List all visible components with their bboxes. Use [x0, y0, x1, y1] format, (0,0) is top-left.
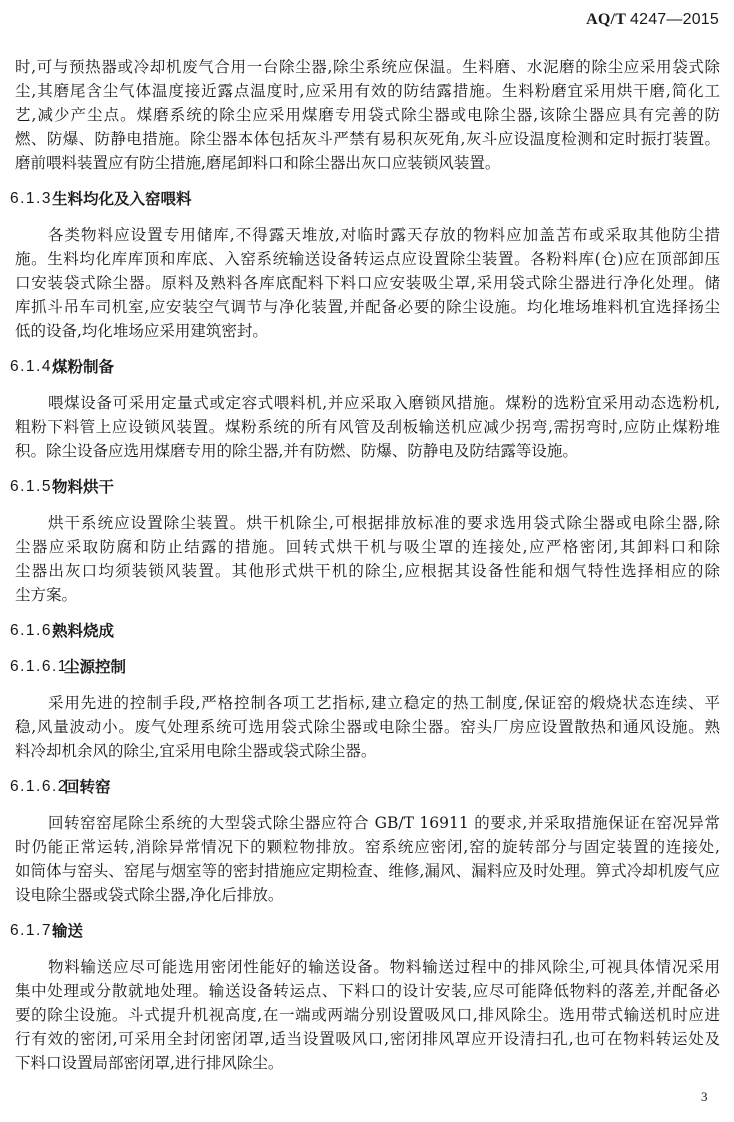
- paragraph-line: 如筒体与窑头、窑尾与烟室等的密封措施应定期检查、维修,漏风、漏料应及时处理。箅式冷却机废气应: [15, 862, 720, 880]
- paragraph: [15, 511, 720, 607]
- paragraph-line: 尘方案。: [15, 586, 78, 604]
- standard-prefix: AQ/T: [586, 11, 626, 28]
- paragraph-line: 施。生料均化库库顶和库底、入窑系统输送设备转运点应设置除尘装置。各粉料库(仓)应在顶部卸压: [15, 250, 720, 268]
- paragraph-line: 设电除尘器或袋式除尘器,净化后排放。: [15, 886, 284, 904]
- paragraph-line: 燃、防爆、防静电措施。除尘器本体包括灰斗严禁有易积灰死角,灰斗应设温度检测和定时振打装置。: [15, 130, 720, 148]
- paragraph-line: 集中处理或分散就地处理。输送设备转运点、下料口的设计安装,应尽可能降低物料的落差,并配备必: [15, 982, 720, 1000]
- section-number: 6.1.6.1: [10, 658, 68, 675]
- paragraph: [15, 691, 720, 763]
- section-number: 6.1.3: [10, 190, 52, 207]
- paragraph-line: 稳,风量波动小。废气处理系统可选用袋式除尘器或电除尘器。窑头厂房应设置散热和通风设施。熟: [15, 718, 720, 736]
- paragraph-line: 库抓斗吊车司机室,应安装空气调节与净化装置,并配备必要的除尘设施。均化堆场堆料机宜选择扬尘: [15, 298, 720, 316]
- paragraph: [15, 223, 720, 343]
- section-number: 6.1.5: [10, 478, 52, 495]
- section-title: 尘源控制: [64, 658, 127, 676]
- paragraph-line: 口安装袋式除尘器。原料及熟料各库底配料下料口应安装吸尘罩,采用袋式除尘器进行净化处理。储: [15, 274, 720, 292]
- section-number: 6.1.7: [10, 922, 52, 939]
- paragraph-line: 下料口设置局部密闭罩,进行排风除尘。: [15, 1054, 284, 1072]
- paragraph-line: 时,可与预热器或冷却机废气合用一台除尘器,除尘系统应保温。生料磨、水泥磨的除尘应采用袋式除: [15, 58, 720, 76]
- paragraph-line: 料冷却机余风的除尘,宜采用电除尘器或袋式除尘器。: [15, 742, 377, 760]
- paragraph-line: 尘,其磨尾含尘气体温度接近露点温度时,应采用有效的防结露措施。生料粉磨宜采用烘干磨,简化工: [15, 82, 720, 100]
- section-title: 物料烘干: [52, 478, 115, 496]
- paragraph: [15, 811, 720, 907]
- standard-number: 4247—2015: [630, 11, 719, 28]
- document-body: [10, 55, 720, 1087]
- paragraph: [15, 55, 720, 175]
- paragraph-line: 回转窑窑尾除尘系统的大型袋式除尘器应符合 GB/T 16911 的要求,并采取措施保证在窑况异常: [48, 814, 720, 832]
- section-heading: [10, 187, 720, 211]
- section-heading: [10, 355, 720, 379]
- paragraph-line: 各类物料应设置专用储库,不得露天堆放,对临时露天存放的物料应加盖苫布或采取其他防尘措: [48, 226, 720, 244]
- paragraph-line: 粗粉下料管上应设锁风装置。煤粉系统的所有风管及刮板输送机应减少拐弯,需拐弯时,应防止煤粉堆: [15, 418, 720, 436]
- paragraph-line: 积。除尘设备应选用煤磨专用的除尘器,并有防燃、防爆、防静电及防结露等设施。: [15, 442, 578, 460]
- paragraph-line: 行有效的密闭,可采用全封闭密闭罩,适当设置吸风口,密闭排风罩应开设清扫孔,也可在物料转运处及: [15, 1030, 720, 1048]
- page-number: 3: [701, 1089, 708, 1104]
- section-number: 6.1.6.2: [10, 778, 68, 795]
- paragraph: [15, 955, 720, 1075]
- paragraph-line: 烘干系统应设置除尘装置。烘干机除尘,可根据排放标准的要求选用袋式除尘器或电除尘器,除: [48, 514, 720, 532]
- section-title: 输送: [52, 922, 84, 940]
- document-code-header: [586, 11, 719, 29]
- section-title: 生料均化及入窑喂料: [52, 190, 192, 208]
- section-title: 熟料烧成: [52, 622, 115, 640]
- paragraph-line: 采用先进的控制手段,严格控制各项工艺指标,建立稳定的热工制度,保证窑的煅烧状态连续、平: [48, 694, 720, 712]
- section-heading: [10, 775, 720, 799]
- paragraph-line: 物料输送应尽可能选用密闭性能好的输送设备。物料输送过程中的排风除尘,可视具体情况采用: [48, 958, 720, 976]
- paragraph-line: 时仍能正常运转,消除异常情况下的颗粒物排放。窑系统应密闭,窑的旋转部分与固定装置的连接处,: [15, 838, 720, 856]
- paragraph: [15, 391, 720, 463]
- section-number: 6.1.4: [10, 358, 52, 375]
- section-heading: [10, 619, 720, 643]
- paragraph-line: 要的除尘设施。斗式提升机视高度,在一端或两端分别设置吸风口,排风除尘。选用带式输送机时应进: [15, 1006, 720, 1024]
- section-title: 煤粉制备: [52, 358, 115, 376]
- section-heading: [10, 475, 720, 499]
- paragraph-line: 尘器出灰口均须装锁风装置。其他形式烘干机的除尘,应根据其设备性能和烟气特性选择相应的除: [15, 562, 720, 580]
- paragraph-line: 喂煤设备可采用定量式或定容式喂料机,并应采取入磨锁风措施。煤粉的选粉宜采用动态选粉机,: [48, 394, 720, 412]
- paragraph-line: 磨前喂料装置应有防尘措施,磨尾卸料口和除尘器出灰口应装锁风装置。: [15, 154, 501, 172]
- section-heading: [10, 655, 720, 679]
- section-heading: [10, 919, 720, 943]
- paragraph-line: 艺,减少产尘点。煤磨系统的除尘应采用煤磨专用袋式除尘器或电除尘器,该除尘器应具有完善的防: [15, 106, 720, 124]
- paragraph-line: 低的设备,均化堆场应采用建筑密封。: [15, 322, 268, 340]
- section-title: 回转窑: [64, 778, 111, 796]
- section-number: 6.1.6: [10, 622, 52, 639]
- paragraph-line: 尘器应采取防腐和防止结露的措施。回转式烘干机与吸尘罩的连接处,应严格密闭,其卸料口和除: [15, 538, 720, 556]
